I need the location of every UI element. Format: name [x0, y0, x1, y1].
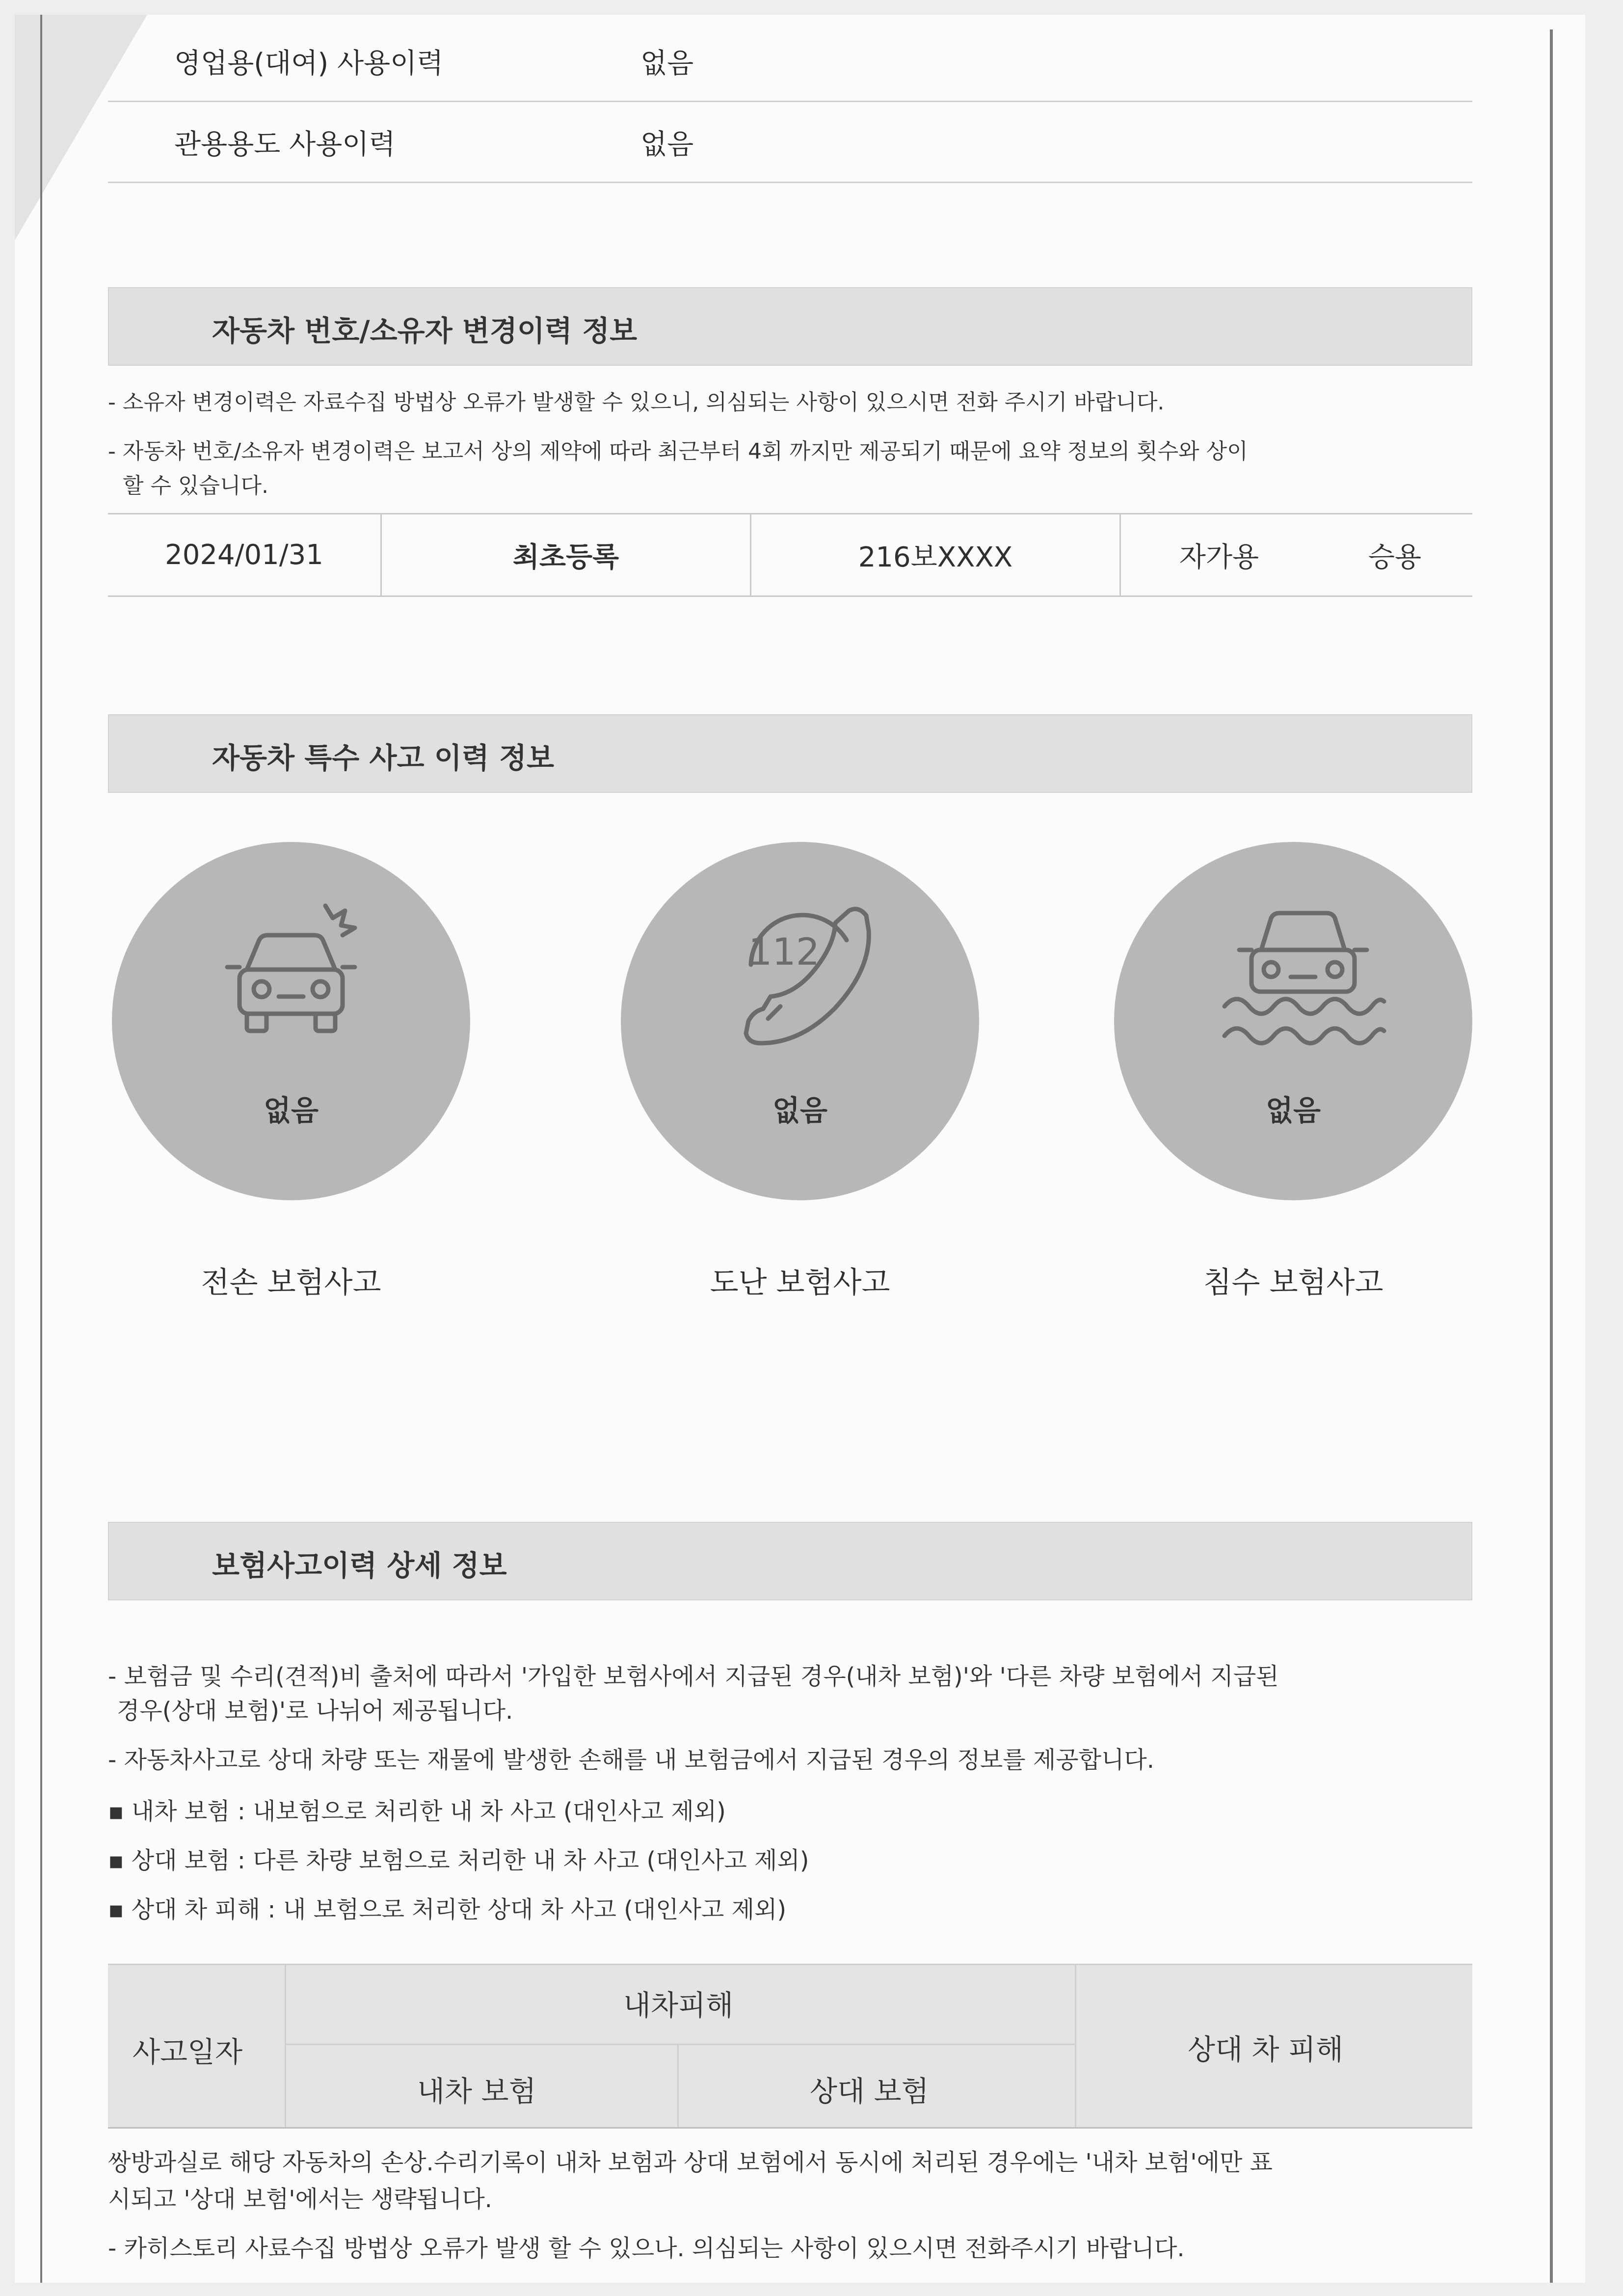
row-divider	[108, 101, 1472, 102]
footer-note-1b: 시되고 '상대 보험'에서는 생략됩니다.	[108, 2186, 492, 2213]
flood-value: 없음	[1265, 1094, 1321, 1127]
footer-note-1a: 쌍방과실로 해당 자동차의 손상.수리기록이 내차 보험과 상대 보험에서 동시에 처리된 경우에는 '내차 보험'에만 표	[108, 2149, 1273, 2176]
col-own-insurance: 내차 보험	[417, 2075, 536, 2108]
section-title: 자동차 번호/소유자 변경이력 정보	[212, 314, 638, 348]
cell-divider	[1075, 1965, 1076, 2127]
group-own-damage: 내차피해	[623, 1989, 734, 2022]
owner-note-2a: - 자동차 번호/소유자 변경이력은 보고서 상의 제약에 따라 최근부터 4회 까지만 제공되기 때문에 요약 정보의 횟수와 상이	[108, 439, 1248, 464]
insurance-note-1a: - 보험금 및 수리(견적)비 출처에 따라서 '가입한 보험사에서 지급된 경우(내차 보험)'와 '다른 차량 보험에서 지급된	[108, 1663, 1279, 1690]
col-accident-date: 사고일자	[133, 2035, 243, 2069]
insurance-bullet-2: ▪ 상대 보험 : 다른 차량 보험으로 처리한 내 차 사고 (대인사고 제외)	[108, 1847, 809, 1874]
cell-divider	[677, 2045, 679, 2127]
total-loss-label: 전손 보험사고	[201, 1266, 381, 1300]
cell-divider	[285, 1965, 286, 2127]
theft-value: 없음	[772, 1094, 828, 1127]
theft-circle	[621, 842, 979, 1200]
total-loss-circle	[112, 842, 470, 1200]
footer-note-2: - 카히스토리 사료수집 방법상 오류가 발생 할 수 있으나. 의심되는 사항이 있으시면 전화주시기 바랍니다.	[108, 2235, 1185, 2262]
insurance-bullet-1: ▪ 내차 보험 : 내보험으로 처리한 내 차 사고 (대인사고 제외)	[108, 1798, 726, 1825]
car-crash-icon	[213, 896, 370, 1053]
total-loss-value: 없음	[263, 1094, 319, 1127]
history-label-rental: 영업용(대여) 사용이력	[174, 48, 444, 80]
owner-note-1: - 소유자 변경이력은 자료수집 방법상 오류가 발생할 수 있으니, 의심되는 사항이 있으시면 전화 주시기 바랍니다.	[108, 390, 1165, 415]
col-other-insurance: 상대 보험	[810, 2075, 929, 2108]
insurance-bullet-3: ▪ 상대 차 피해 : 내 보험으로 처리한 상대 차 사고 (대인사고 제외)	[108, 1896, 787, 1923]
section-header-insurance	[108, 1522, 1472, 1600]
reg-type: 승용	[1368, 541, 1422, 573]
reg-date: 2024/01/31	[165, 539, 323, 571]
history-label-official: 관용용도 사용이력	[174, 129, 396, 161]
phone-112-text: 112	[748, 930, 820, 973]
reg-usage: 자가용	[1179, 541, 1259, 573]
row-divider	[108, 182, 1472, 183]
history-value-rental: 없음	[640, 48, 694, 80]
section-header-owner	[108, 287, 1472, 366]
section-title: 자동차 특수 사고 이력 정보	[212, 741, 555, 775]
reg-event: 최초등록	[512, 541, 619, 573]
cell-divider	[286, 2044, 1076, 2045]
reg-plate: 216보XXXX	[858, 541, 1013, 573]
page-right-border	[1550, 29, 1553, 2283]
owner-change-table	[108, 513, 1472, 597]
section-header-special	[108, 714, 1472, 793]
phone-112-icon	[721, 896, 883, 1058]
car-flood-icon	[1215, 896, 1391, 1053]
owner-note-2b: 할 수 있습니다.	[123, 473, 268, 498]
insurance-note-1b: 경우(상대 보험)'로 나뉘어 제공됩니다.	[117, 1697, 513, 1725]
col-other-vehicle-damage: 상대 차 피해	[1188, 2033, 1344, 2066]
section-title: 보험사고이력 상세 정보	[212, 1549, 507, 1582]
flood-circle	[1114, 842, 1472, 1200]
insurance-note-2: - 자동차사고로 상대 차량 또는 재물에 발생한 손해를 내 보험금에서 지급된 경우의 정보를 제공합니다.	[108, 1746, 1155, 1774]
theft-label: 도난 보험사고	[710, 1266, 890, 1300]
insurance-detail-table	[108, 1964, 1472, 2129]
history-value-official: 없음	[640, 129, 694, 161]
flood-label: 침수 보험사고	[1203, 1266, 1384, 1300]
page-fold-corner	[15, 15, 147, 241]
page-left-border	[40, 15, 42, 2283]
